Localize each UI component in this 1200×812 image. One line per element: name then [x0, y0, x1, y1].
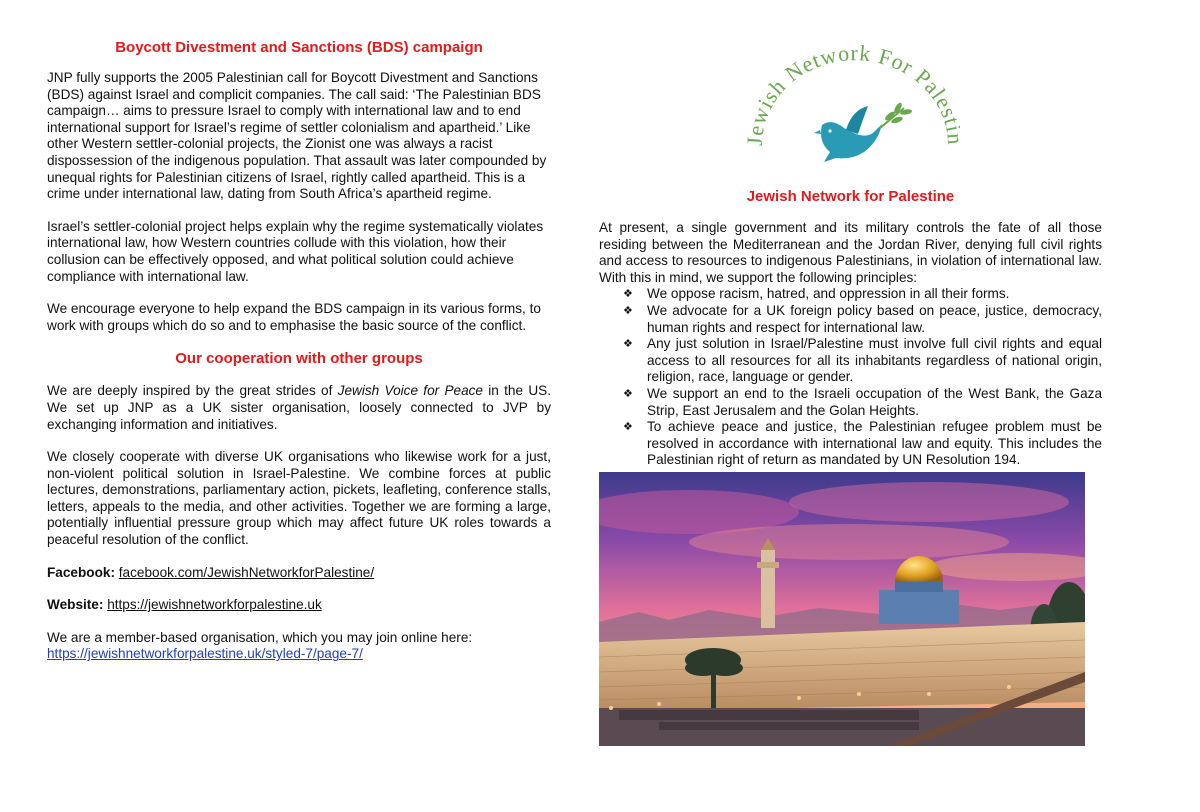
website-line — [47, 597, 551, 614]
principles-list — [599, 286, 1102, 469]
left-column — [47, 0, 551, 663]
jvp-name: Jewish Voice for Peace — [337, 383, 483, 399]
bds-paragraph-3: We encourage everyone to help expand the BDS campaign in its various forms, to work with groups which do so and to emphasise the basic source of the conflict. — [47, 301, 541, 333]
cooperation-paragraph-1 — [47, 383, 551, 433]
website-link[interactable]: https://jewishnetworkforpalestine.uk — [107, 597, 322, 613]
diamond-bullet-icon: ❖ — [623, 304, 633, 317]
website-label: Website: — [47, 597, 104, 613]
jerusalem-photo — [599, 472, 1085, 746]
jnp-heading: Jewish Network for Palestine — [746, 188, 955, 205]
coop-text-before: We are deeply inspired by the great strides of — [47, 383, 338, 399]
principle-item: ❖ We support an end to the Israeli occupation of the West Bank, the Gaza Strip, East Jerusalem and the Golan Heights. — [623, 385, 1102, 418]
principle-item: ❖ We advocate for a UK foreign policy based on peace, justice, democracy, human rights and respect for international law. — [623, 302, 1102, 335]
join-link[interactable]: https://jewishnetworkforpalestine.uk/styled-7/page-7/ — [47, 646, 363, 662]
right-column — [599, 0, 1102, 469]
principles-intro: At present, a single government and its military controls the fate of all those residing between the Mediterranean and the Jordan River, denying full civil rights and access to resources to indigenous Palestinians, in violation of international law. With this in mind, we support the following principles: — [599, 220, 1102, 285]
diamond-bullet-icon: ❖ — [623, 387, 633, 400]
cooperation-paragraph-2: We closely cooperate with diverse UK organisations who likewise work for a just, non-violent political solution in Israel-Palestine. We combine forces at public lectures, demonstrations, parliamentary action, pickets, leafleting, conference stalls, letters, appeals to the media, and other activities. Together we are forming a large, potentially influential pressure group which may affect future UK roles towards a peaceful resolution of the conflict. — [47, 449, 551, 548]
facebook-link[interactable]: facebook.com/JewishNetworkforPalestine/ — [118, 564, 375, 580]
diamond-bullet-icon: ❖ — [623, 338, 633, 351]
facebook-line — [47, 565, 551, 582]
bds-paragraph-1: JNP fully supports the 2005 Palestinian call for Boycott Divestment and Sanctions (BDS) against Israel and complicit companies. The call said: ‘The Palestinian BDS campaign… aims to pressure Israel to comply with international law and to end international support for Israel’s regime of settler colonialism and apartheid.’ Like other Western settler-colonial projects, the Zionist one was always a racist dispossession of the indigenous population. That assault was later compounded by unequal rights for Palestinian citizens of Israel, rightly called apartheid. This is a crime under international law, dating from South Africa’s apartheid regime. — [47, 70, 547, 202]
principle-item: ❖ To achieve peace and justice, the Palestinian refugee problem must be resolved in accordance with international law and equity. This includes the Palestinian right of return as mandated by UN Resolution 194. — [623, 419, 1102, 468]
bds-paragraph-2: Israel’s settler-colonial project helps explain why the regime systematically violates international law, how Western countries collude with this violation, how their collusion can be effectively opposed, and what political solution could achieve compliance with international law. — [47, 218, 544, 284]
jerusalem-skyline-image — [599, 472, 1085, 746]
cooperation-heading: Our cooperation with other groups — [175, 350, 423, 368]
diamond-bullet-icon: ❖ — [623, 421, 633, 434]
facebook-label: Facebook: — [47, 564, 115, 580]
coop-text-after: in the US. We set up JNP as a UK sister organisation, loosely connected to JVP by exchanging information and initiatives. — [47, 383, 552, 432]
principle-item: ❖ We oppose racism, hatred, and oppression in all their forms. — [623, 286, 1010, 302]
bds-heading: Boycott Divestment and Sanctions (BDS) campaign — [115, 39, 483, 56]
join-text: We are a member-based organisation, which you may join online here: — [47, 629, 473, 645]
logo-text: Jewish Network For Pales — [741, 40, 960, 147]
diamond-bullet-icon: ❖ — [623, 288, 633, 301]
principle-item: ❖ Any just solution in Israel/Palestine must involve full civil rights and equal access to all resources for all its inhabitants regardless of national origin, religion, race, language or gender. — [623, 336, 1102, 385]
